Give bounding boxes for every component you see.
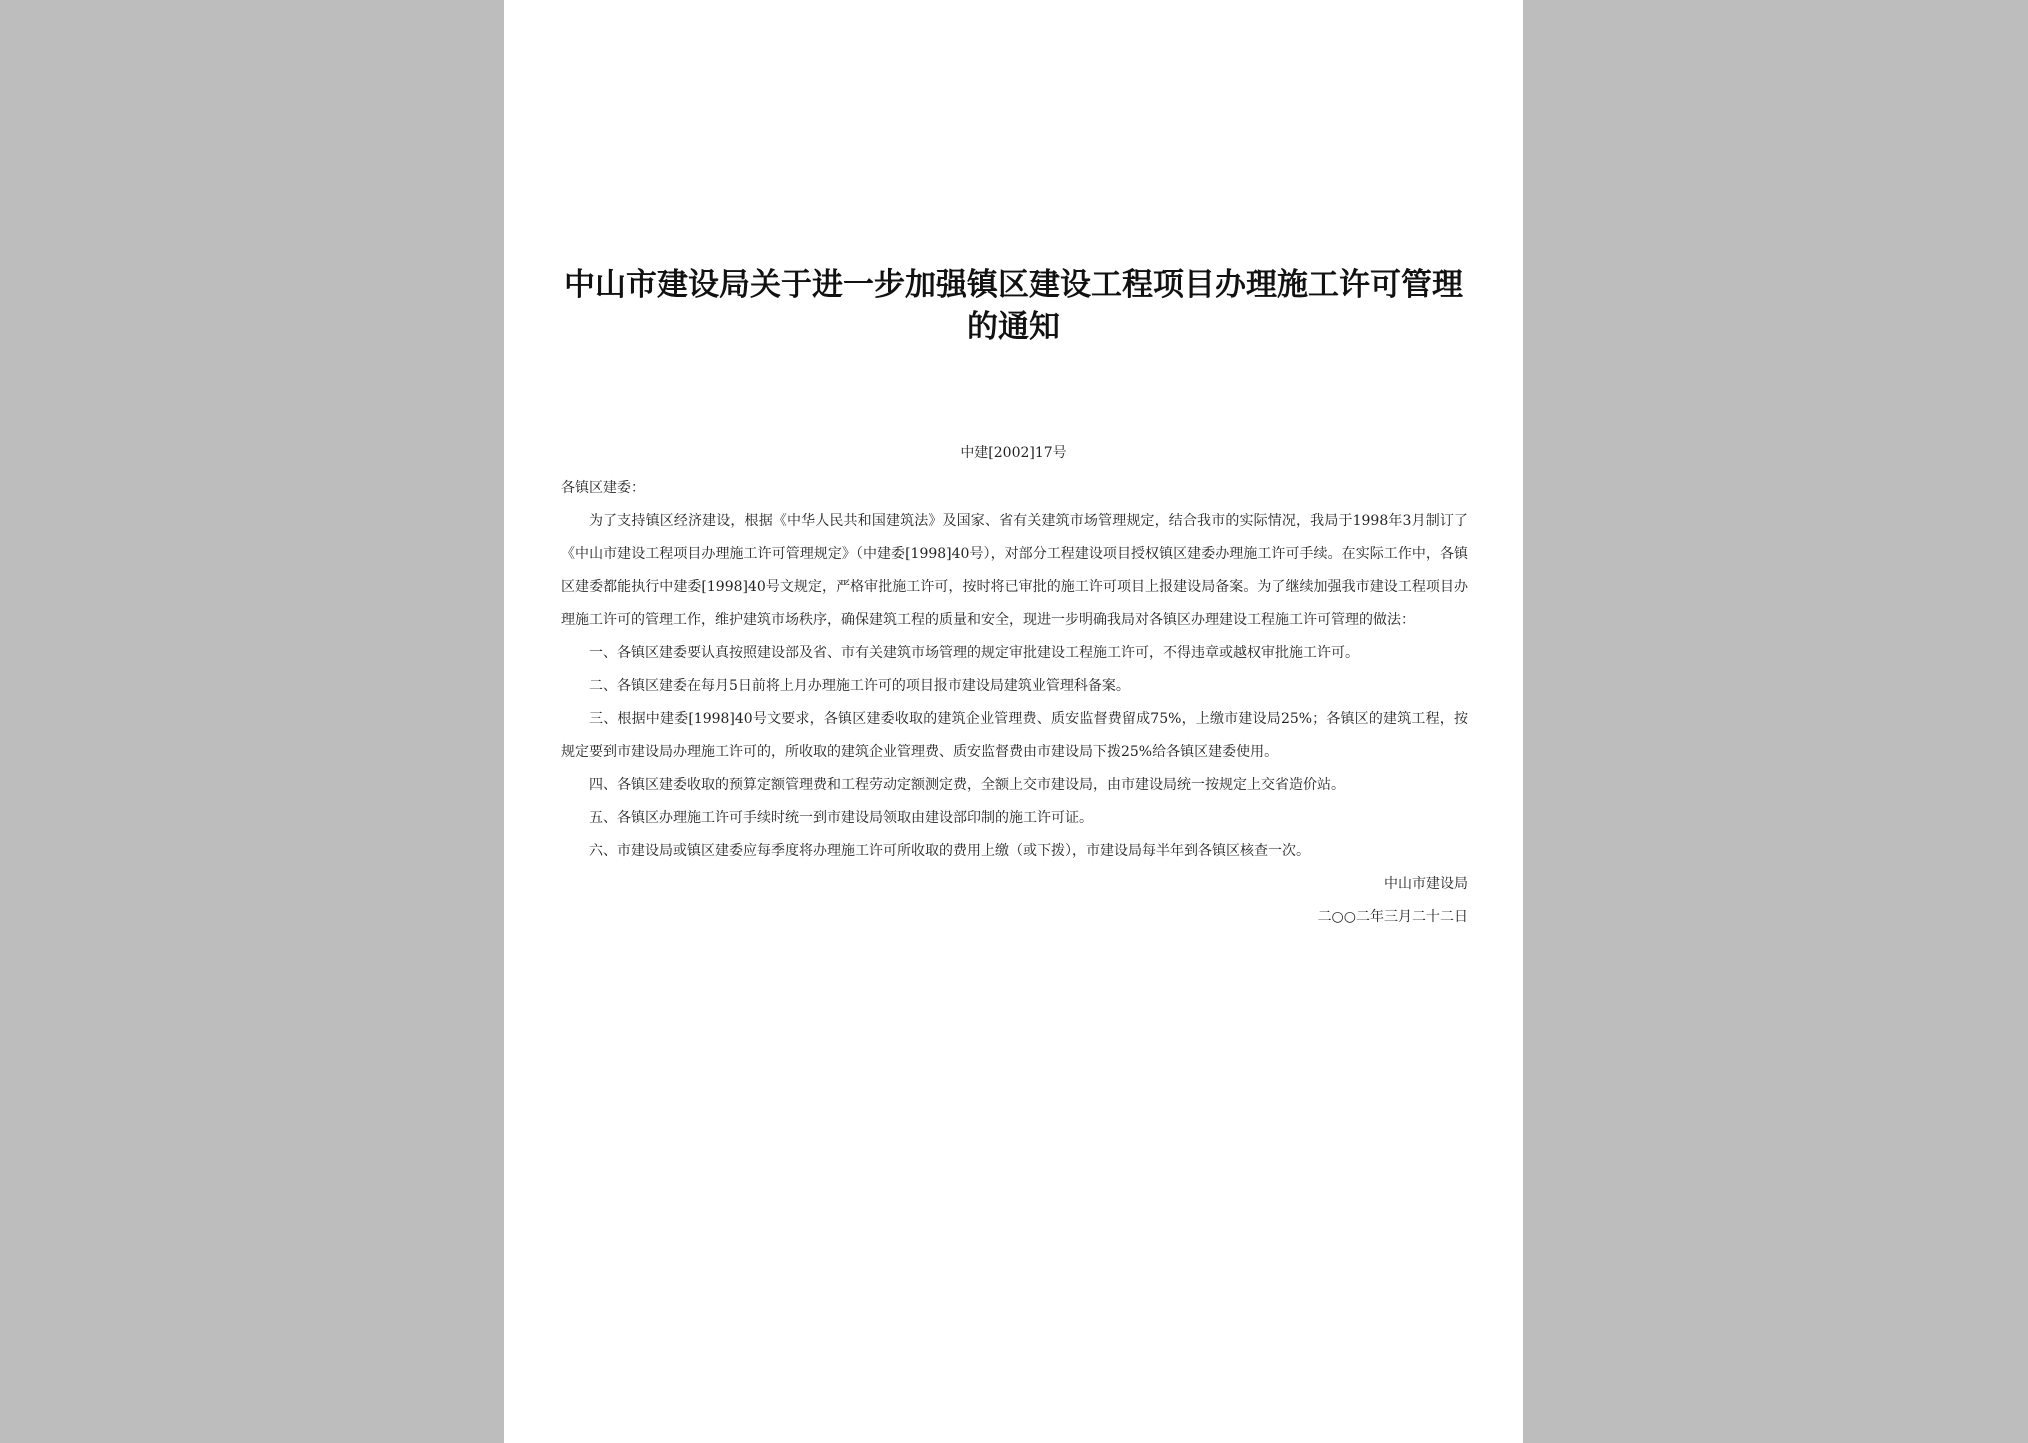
item-3: 三、根据中建委[1998]40号文要求，各镇区建委收取的建筑企业管理费、质安监督费留成75%，上缴市建设局25%；各镇区的建筑工程，按规定要到市建设局办理施工许可的，所收取的建筑企业管理费、质安监督费由市建设局下拨25%给各镇区建委使用。 bbox=[561, 711, 1468, 760]
salutation: 各镇区建委： bbox=[561, 480, 645, 496]
document-title: 中山市建设局关于进一步加强镇区建设工程项目办理施工许可管理的通知 bbox=[564, 267, 1463, 345]
document-body bbox=[561, 472, 1468, 934]
document-page bbox=[504, 0, 1523, 1443]
item-4: 四、各镇区建委收取的预算定额管理费和工程劳动定额测定费，全额上交市建设局，由市建设局统一按规定上交省造价站。 bbox=[589, 777, 1345, 793]
item-5: 五、各镇区办理施工许可手续时统一到市建设局领取由建设部印制的施工许可证。 bbox=[589, 810, 1093, 826]
document-number: 中建[2002]17号 bbox=[960, 445, 1067, 461]
item-2: 二、各镇区建委在每月5日前将上月办理施工许可的项目报市建设局建筑业管理科备案。 bbox=[589, 678, 1130, 694]
item-1: 一、各镇区建委要认真按照建设部及省、市有关建筑市场管理的规定审批建设工程施工许可，不得违章或越权审批施工许可。 bbox=[589, 645, 1359, 661]
document-date: 二○○二年三月二十二日 bbox=[1317, 909, 1468, 925]
item-6: 六、市建设局或镇区建委应每季度将办理施工许可所收取的费用上缴（或下拨），市建设局每半年到各镇区核查一次。 bbox=[589, 843, 1310, 859]
intro-paragraph: 为了支持镇区经济建设，根据《中华人民共和国建筑法》及国家、省有关建筑市场管理规定，结合我市的实际情况，我局于1998年3月制订了《中山市建设工程项目办理施工许可管理规定》（中建委[1998]40号），对部分工程建设项目授权镇区建委办理施工许可手续。在实际工作中，各镇区建委都能执行中建委[1998]40号文规定，严格审批施工许可，按时将已审批的施工许可项目上报建设局备案。为了继续加强我市建设工程项目办理施工许可的管理工作，维护建筑市场秩序，确保建筑工程的质量和安全，现进一步明确我局对各镇区办理建设工程施工许可管理的做法： bbox=[561, 513, 1468, 628]
signature: 中山市建设局 bbox=[1384, 876, 1468, 892]
